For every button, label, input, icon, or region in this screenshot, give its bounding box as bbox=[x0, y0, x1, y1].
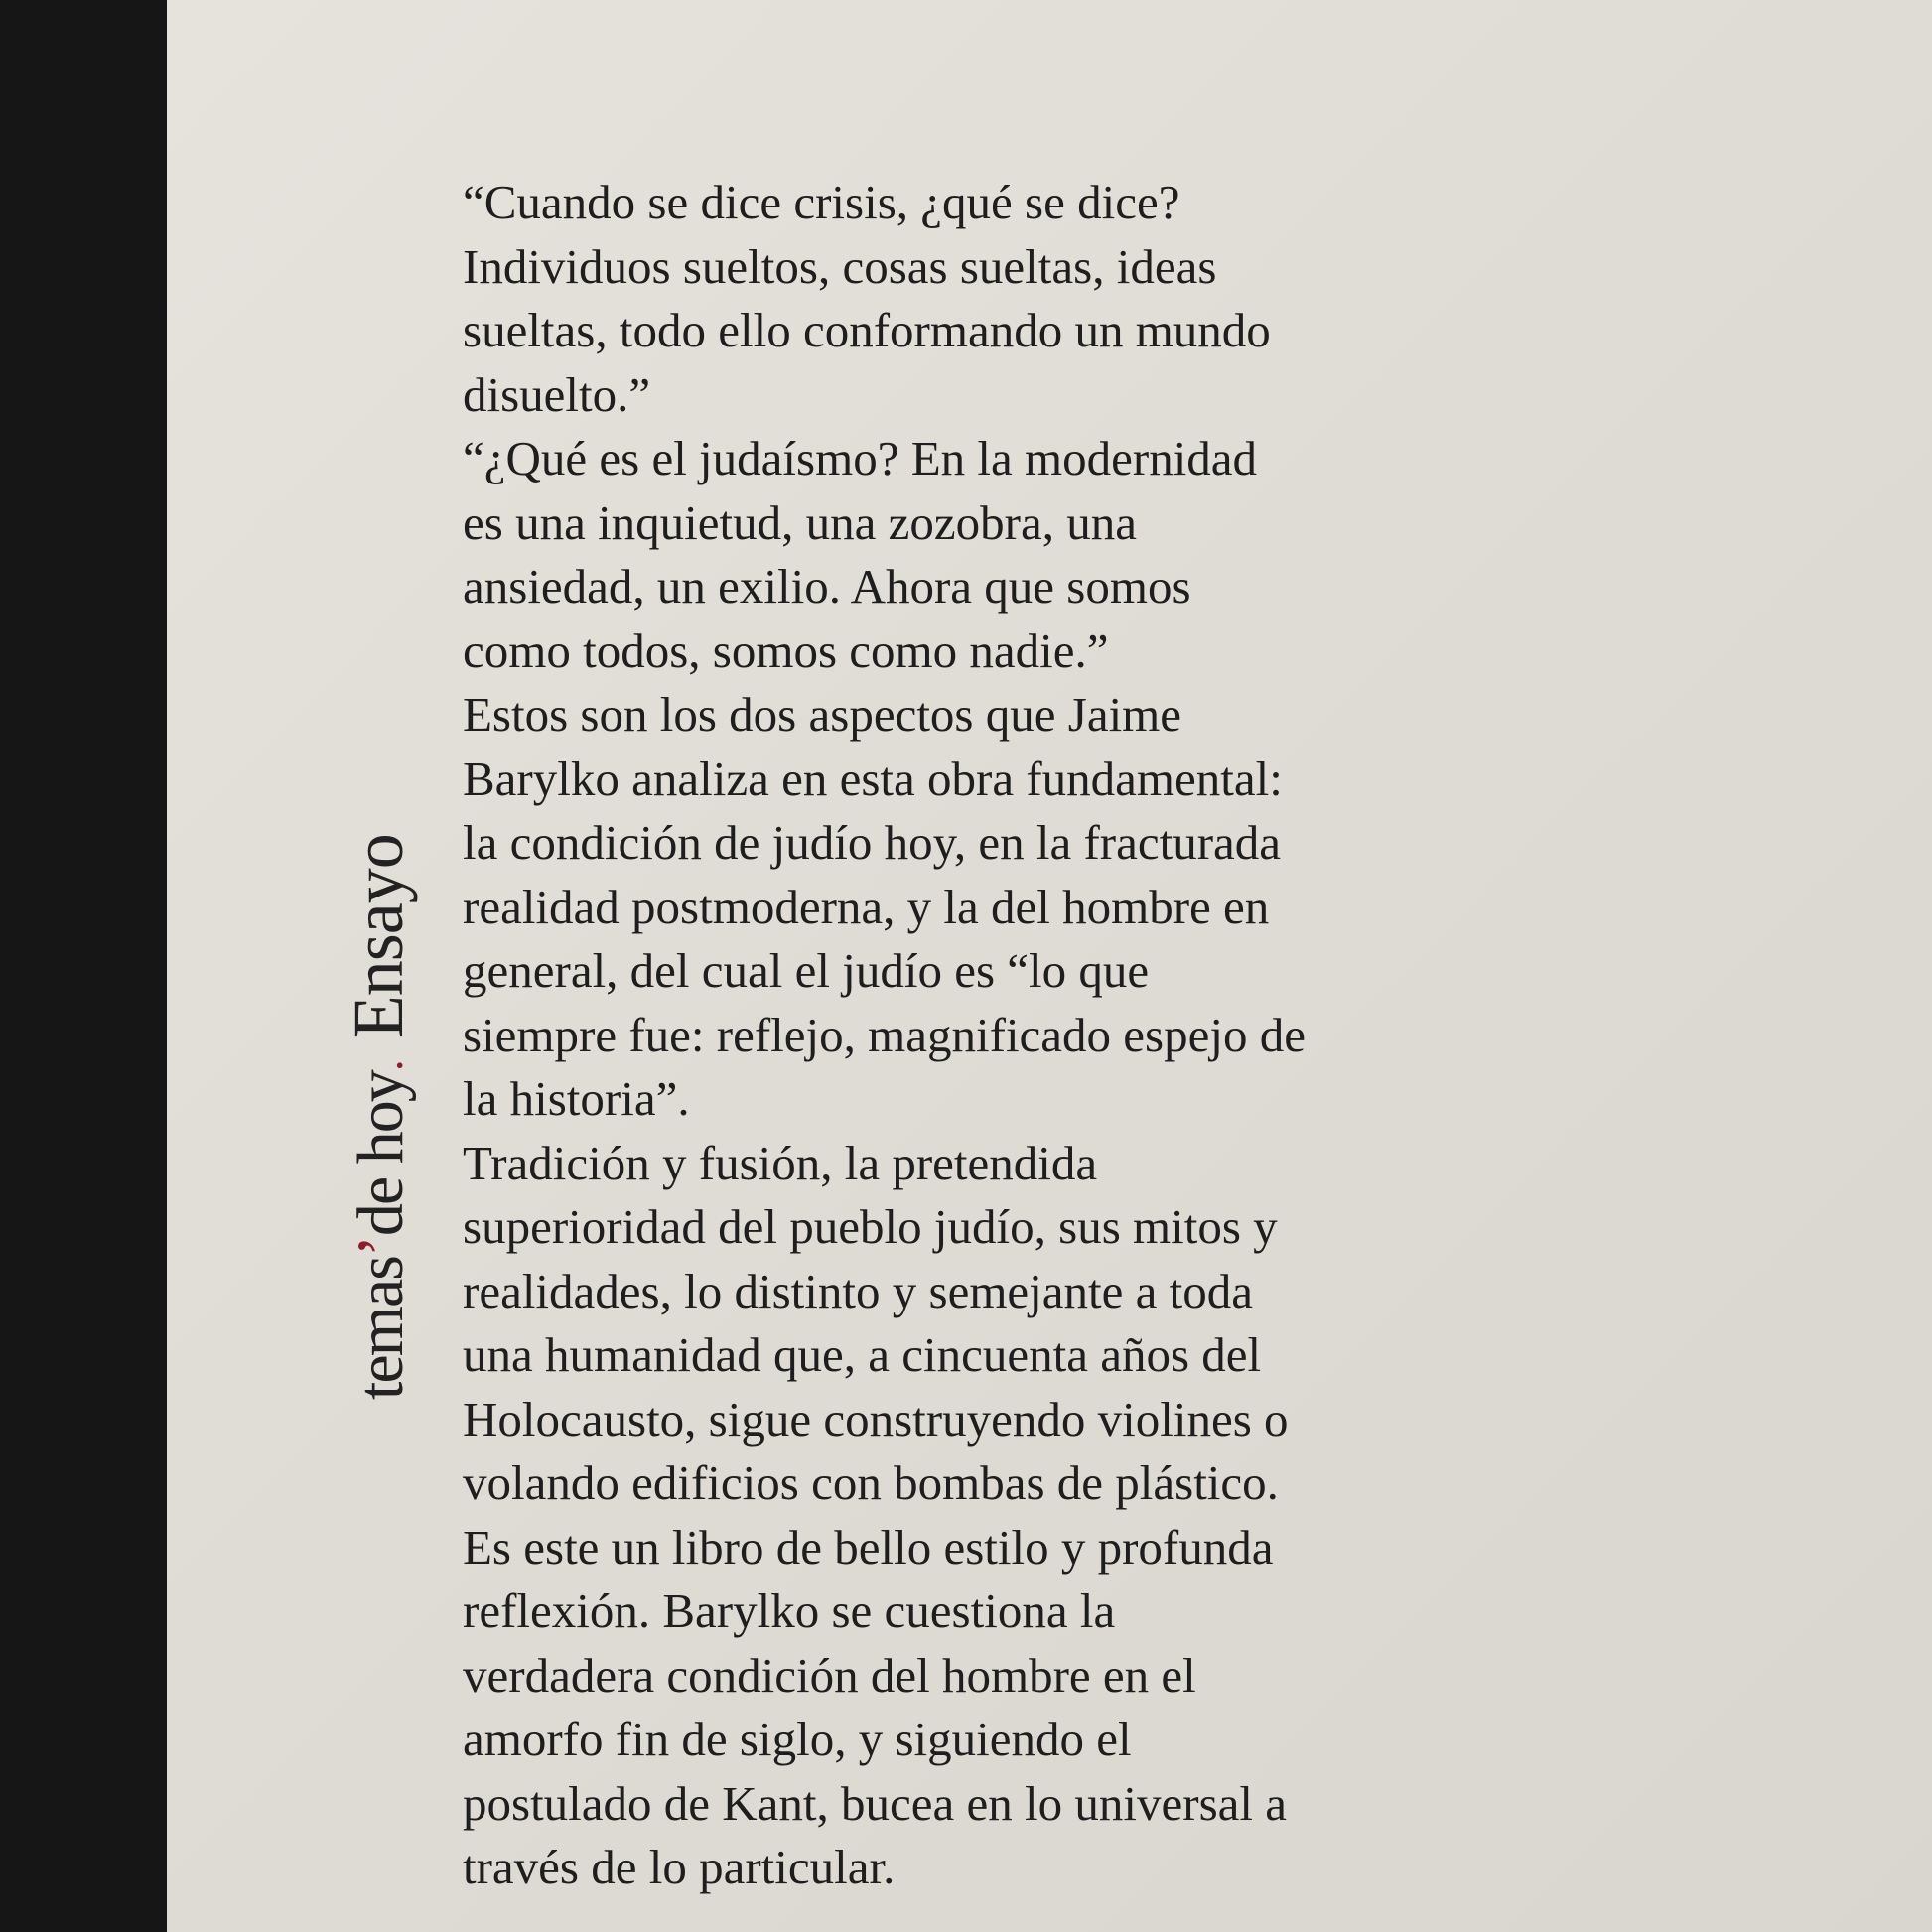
blurb-line: reflexión. Barylko se cuestiona la bbox=[463, 1584, 1116, 1638]
blurb-line: disuelto.” bbox=[463, 366, 651, 422]
back-cover-blurb bbox=[463, 171, 1555, 1900]
blurb-line: “Cuando se dice crisis, ¿qué se dice? bbox=[463, 175, 1180, 229]
blurb-line: realidades, lo distinto y semejante a toda bbox=[463, 1263, 1254, 1318]
blurb-line: realidad postmoderna, y la del hombre en bbox=[463, 879, 1270, 934]
blurb-line: la condición de judío hoy, en la fracturada bbox=[463, 815, 1282, 870]
blurb-line: una humanidad que, a cincuenta años del bbox=[463, 1327, 1262, 1382]
blurb-line: Barylko analiza en esta obra fundamental: bbox=[463, 751, 1283, 806]
blurb-line: “¿Qué es el judaísmo? En la modernidad bbox=[463, 431, 1258, 485]
blurb-line: través de lo particular. bbox=[463, 1840, 896, 1894]
blurb-line: la historia”. bbox=[463, 1071, 690, 1126]
series-name-part2: de hoy bbox=[345, 1071, 417, 1237]
blurb-line: como todos, somos como nadie.” bbox=[463, 622, 1109, 678]
blurb-line: amorfo fin de siglo, y siguiendo el bbox=[463, 1712, 1132, 1766]
series-name-part1: temas bbox=[345, 1257, 417, 1400]
blurb-line: Tradición y fusión, la pretendida bbox=[463, 1135, 1098, 1190]
series-genre: Ensayo bbox=[339, 834, 418, 1039]
blurb-line: sueltas, todo ello conformando un mundo bbox=[463, 303, 1271, 357]
blurb-line: Holocausto, sigue construyendo violines o bbox=[463, 1391, 1289, 1447]
series-name-apostrophe: ’ bbox=[345, 1236, 417, 1258]
blurb-line: ansiedad, un exilio. Ahora que somos bbox=[463, 559, 1191, 614]
blurb-line: es una inquietud, una zozobra, una bbox=[463, 494, 1137, 550]
blurb-line: verdadera condición del hombre en el bbox=[463, 1647, 1196, 1703]
blurb-line: Es este un libro de bello estilo y profunda bbox=[463, 1519, 1274, 1575]
series-name-dot: . bbox=[360, 1060, 413, 1072]
blurb-line: superioridad del pueblo judío, sus mitos y bbox=[463, 1199, 1278, 1254]
book-spine-edge bbox=[0, 0, 167, 1932]
blurb-line: postulado de Kant, bucea en lo universal a bbox=[463, 1775, 1288, 1831]
series-logo bbox=[339, 834, 418, 1400]
blurb-line: general, del cual el judío es “lo que bbox=[463, 943, 1150, 998]
blurb-line: siempre fue: reflejo, magnificado espejo de bbox=[463, 1007, 1306, 1062]
blurb-line: volando edificios con bombas de plástico. bbox=[463, 1455, 1279, 1510]
blurb-line: Estos son los dos aspectos que Jaime bbox=[463, 687, 1182, 742]
blurb-line: Individuos sueltos, cosas sueltas, ideas bbox=[463, 238, 1217, 294]
